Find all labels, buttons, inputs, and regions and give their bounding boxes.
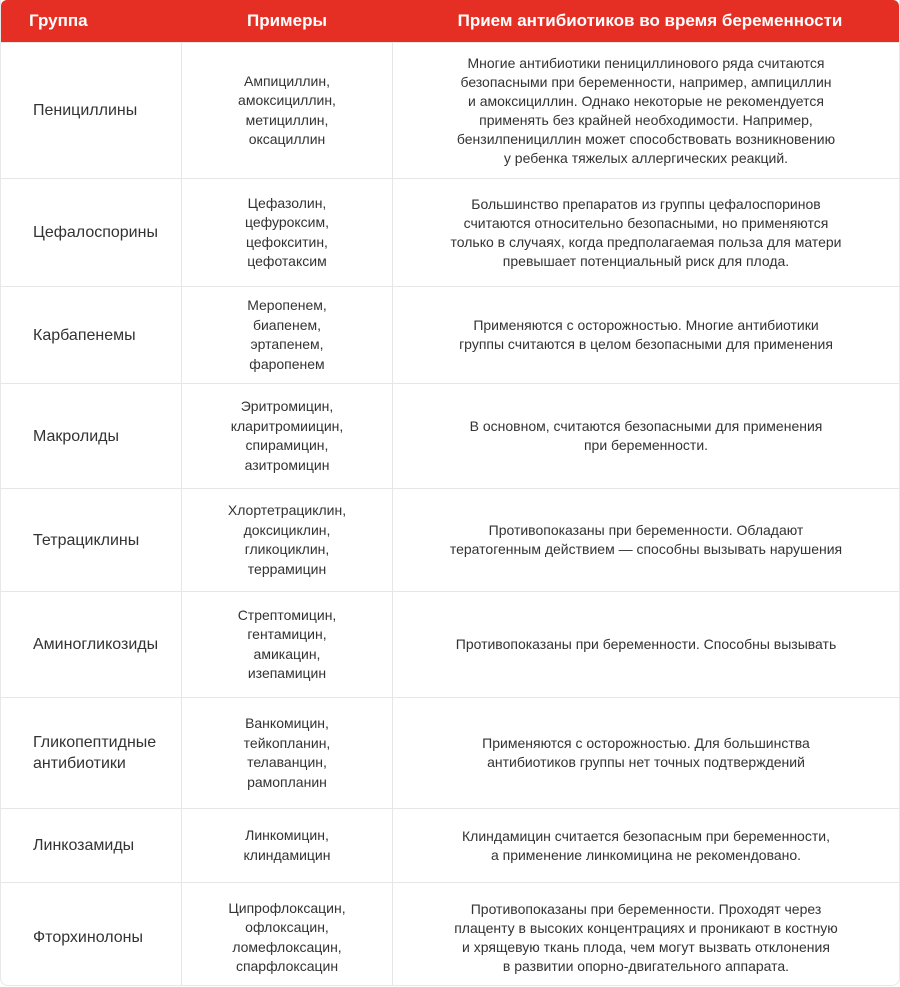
table-row: [1, 488, 899, 591]
table-row: [1, 697, 899, 808]
group-name: Макролиды: [33, 427, 119, 445]
group-cell: [1, 179, 181, 286]
group-name: Тетрациклины: [33, 531, 140, 549]
note-cell: [393, 809, 899, 882]
table-header: [1, 0, 899, 42]
examples-cell: [181, 489, 393, 591]
note-cell: [393, 592, 899, 697]
examples-cell: [181, 43, 393, 178]
group-cell: [1, 489, 181, 591]
examples-text: Линкомицин, клиндамицин: [243, 827, 331, 863]
note-cell: [393, 384, 899, 488]
table-row: [1, 808, 899, 882]
examples-cell: [181, 384, 393, 488]
group-name: Линкозамиды: [33, 837, 135, 854]
examples-cell: [181, 179, 393, 286]
note-cell: [393, 489, 899, 591]
group-cell: [1, 384, 181, 488]
group-name: Карбапенемы: [33, 326, 136, 344]
group-name: Гликопептидные антибиотики: [33, 734, 157, 772]
examples-cell: [181, 592, 393, 697]
examples-text: Ципрофлоксацин, офлоксацин, ломефлоксацин, спарфлоксацин: [228, 899, 346, 974]
examples-cell: [181, 698, 393, 808]
note-cell: [393, 883, 899, 986]
group-cell: [1, 809, 181, 882]
table-row: [1, 882, 899, 986]
table-row: [1, 383, 899, 488]
note-text: В основном, считаются безопасными для применения при беременности.: [469, 418, 823, 453]
note-text: Большинство препаратов из группы цефалоспоринов считаются относительно безопасными, но применяются только в случаях, когда предполагаемая польза для матери превышает потенциальный риск для плода.: [450, 195, 842, 269]
table-row: [1, 42, 899, 178]
examples-text: Стрептомицин, гентамицин, амикацин, изепамицин: [237, 606, 337, 681]
examples-text: Ампициллин, амоксициллин, метициллин, оксациллин: [238, 72, 336, 147]
header-pregnancy: Прием антибиотиков во время беременности: [457, 11, 843, 30]
examples-cell: [181, 287, 393, 383]
examples-text: Цефазолин, цефуроксим, цефокситин, цефотаксим: [244, 194, 330, 269]
group-name: Фторхинолоны: [33, 929, 143, 946]
note-text: Противопоказаны при беременности. Способны вызывать: [455, 636, 837, 652]
note-text: Клиндамицин считается безопасным при беременности, а применение линкомицина не рекомендовано.: [462, 827, 830, 863]
note-cell: [393, 287, 899, 383]
note-cell: [393, 43, 899, 178]
examples-text: Хлортетрациклин, доксициклин, гликоциклин, террамицин: [227, 502, 347, 577]
note-cell: [393, 698, 899, 808]
group-cell: [1, 287, 181, 383]
table-row: [1, 286, 899, 383]
examples-cell: [181, 883, 393, 986]
group-cell: [1, 698, 181, 808]
examples-text: Ванкомицин, тейкопланин, телаванцин, рамопланин: [243, 715, 331, 790]
header-examples: Примеры: [247, 11, 327, 30]
group-name: Цефалоспорины: [33, 224, 158, 241]
group-name: Аминогликозиды: [33, 636, 159, 653]
examples-text: Эритромицин, кларитромиицин, спирамицин, азитромицин: [230, 398, 344, 473]
group-name: Пенициллины: [33, 102, 138, 119]
group-cell: [1, 43, 181, 178]
table-row: [1, 178, 899, 286]
note-text: Многие антибиотики пенициллинового ряда считаются безопасными при беременности, например, ампициллин и амоксициллин. Однако некоторые не рекомендуется применять без крайней необходимости. Например, бензилпенициллин может способствовать возникновению у ребенка тяжелых аллергических реакций.: [456, 54, 836, 166]
note-text: Противопоказаны при беременности. Проходят через плаценту в высоких концентрациях и проникают в костную и хрящевую ткань плода, чем могут вызвать отклонения в развитии опорно-двигательного аппарата.: [454, 900, 838, 974]
examples-text: Меропенем, биапенем, эртапенем, фаропенем: [247, 297, 327, 372]
note-text: Применяются с осторожностью. Многие антибиотики группы считаются в целом безопасными для применения: [459, 317, 833, 352]
note-cell: [393, 179, 899, 286]
header-group: Группа: [29, 11, 88, 30]
group-cell: [1, 592, 181, 697]
examples-cell: [181, 809, 393, 882]
note-text: Противопоказаны при беременности. Обладают тератогенным действием — способны вызывать нарушения: [449, 522, 843, 557]
note-text: Применяются с осторожностью. Для большинства антибиотиков группы нет точных подтверждений: [482, 735, 810, 770]
table-row: [1, 591, 899, 697]
group-cell: [1, 883, 181, 986]
